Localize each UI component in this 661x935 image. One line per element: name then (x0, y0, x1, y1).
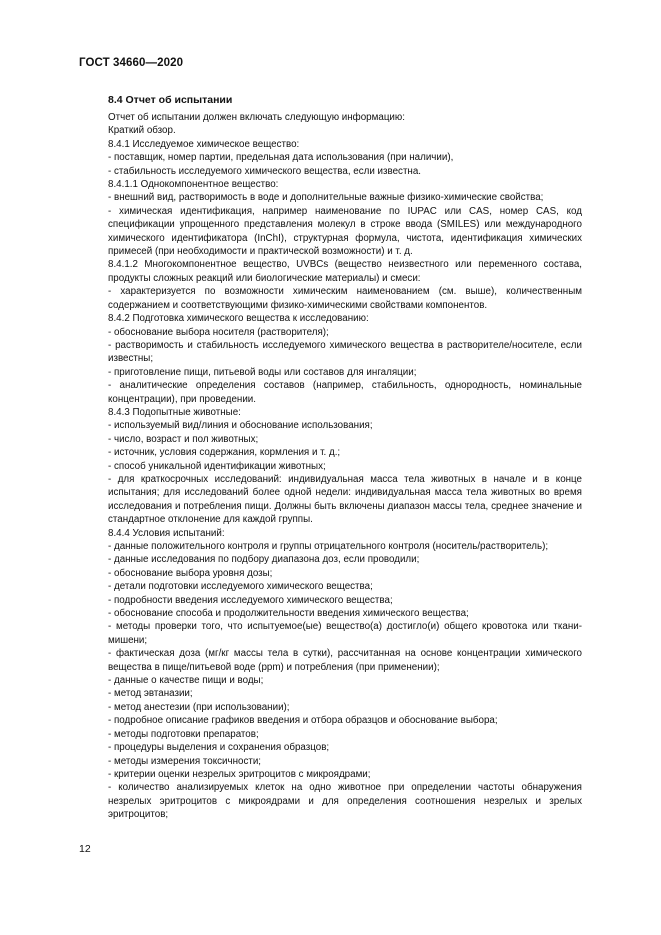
paragraph: - данные исследования по подбору диапазона доз, если проводили; (108, 554, 420, 566)
paragraph: - обоснование выбора носителя (растворителя); (108, 326, 329, 338)
paragraph: - обоснование способа и продолжительности введения химического вещества; (108, 608, 469, 620)
paragraph: - количество анализируемых клеток на одно животное при определении частоты обнаружения незрелых эритроцитов с микроядрами и для определения соотношения незрелых и зрелых эритроцитов; (108, 782, 582, 821)
paragraph: - метод эвтаназии; (108, 688, 193, 700)
document-body (108, 111, 582, 822)
paragraph: 8.4.1.2 Многокомпонентное вещество, UVBCs (вещество неизвестного или переменного состава, продукты сложных реакций или биологические материалы) и смеси: (108, 259, 582, 284)
paragraph: - характеризуется по возможности химическим наименованием (см. выше), количественным содержанием и соответствующими физико-химическими свойствами компонентов. (108, 286, 582, 311)
document-standard-header: ГОСТ 34660—2020 (79, 57, 184, 69)
paragraph: 8.4.2 Подготовка химического вещества к исследованию: (108, 313, 369, 325)
paragraph: - фактическая доза (мг/кг массы тела в сутки), рассчитанная на основе концентрации химического вещества в пище/питьевой воде (ppm) и потребления (при применении); (108, 648, 582, 673)
paragraph: - химическая идентификация, например наименование по IUPAC или CAS, номер CAS, код спецификации упрощенного представления молекул в строке ввода (SMILES) или международного химического идентификатора (InChI), структурная формула, чистота, идентификация химических примесей (при необходимости и практической возможности) и т. д. (108, 205, 582, 258)
paragraph: - методы проверки того, что испытуемое(ые) вещество(а) достигло(и) общего кровотока или ткани-мишени; (108, 621, 582, 646)
paragraph: - методы подготовки препаратов; (108, 728, 259, 740)
paragraph: Отчет об испытании должен включать следующую информацию: (108, 112, 405, 123)
paragraph: - источник, условия содержания, кормления и т. д.; (108, 447, 341, 459)
paragraph: - подробное описание графиков введения и отбора образцов и обоснование выбора; (108, 715, 498, 727)
paragraph: - поставщик, номер партии, предельная дата использования (при наличии), (108, 152, 454, 164)
paragraph: - детали подготовки исследуемого химического вещества; (108, 581, 373, 593)
paragraph: - данные о качестве пищи и воды; (108, 675, 264, 687)
section-heading: 8.4 Отчет об испытании (108, 94, 233, 106)
paragraph: - критерии оценки незрелых эритроцитов с микроядрами; (108, 768, 371, 780)
paragraph: - процедуры выделения и сохранения образцов; (108, 742, 330, 754)
paragraph: - метод анестезии (при использовании); (108, 701, 290, 713)
paragraph: 8.4.4 Условия испытаний: (108, 527, 225, 539)
paragraph: - для краткосрочных исследований: индивидуальная масса тела животных в начале и в конце испытания; для исследований более одной недели: индивидуальная масса тела животных во время исследования и потребления пищи. Должны быть включены диапазон массы тела, среднее значение и стандартное отклонение для каждой группы. (108, 473, 582, 526)
paragraph: - методы измерения токсичности; (108, 755, 262, 767)
paragraph: - подробности введения исследуемого химического вещества; (108, 594, 393, 606)
paragraph: - внешний вид, растворимость в воде и дополнительные важные физико-химические свойства; (108, 192, 544, 204)
paragraph: - способ уникальной идентификации животных; (108, 460, 326, 472)
paragraph: - данные положительного контроля и группы отрицательного контроля (носитель/растворитель); (108, 541, 549, 552)
page-number: 12 (79, 843, 91, 855)
paragraph: 8.4.1 Исследуемое химическое вещество: (108, 138, 300, 150)
paragraph: - обоснование выбора уровня дозы; (108, 567, 273, 579)
paragraph: - растворимость и стабильность исследуемого химического вещества в растворителе/носителе, если известны; (108, 339, 582, 365)
paragraph: - аналитические определения составов (например, стабильность, однородность, номинальные концентрации), при проведении. (108, 380, 582, 405)
paragraph: - число, возраст и пол животных; (108, 433, 259, 445)
paragraph: - стабильность исследуемого химического вещества, если известна. (108, 165, 422, 177)
paragraph: Краткий обзор. (108, 125, 176, 137)
paragraph: 8.4.1.1 Однокомпонентное вещество: (108, 179, 279, 191)
paragraph: 8.4.3 Подопытные животные: (108, 406, 241, 418)
paragraph: - используемый вид/линия и обоснование использования; (108, 420, 373, 432)
paragraph: - приготовление пищи, питьевой воды или составов для ингаляции; (108, 366, 417, 378)
